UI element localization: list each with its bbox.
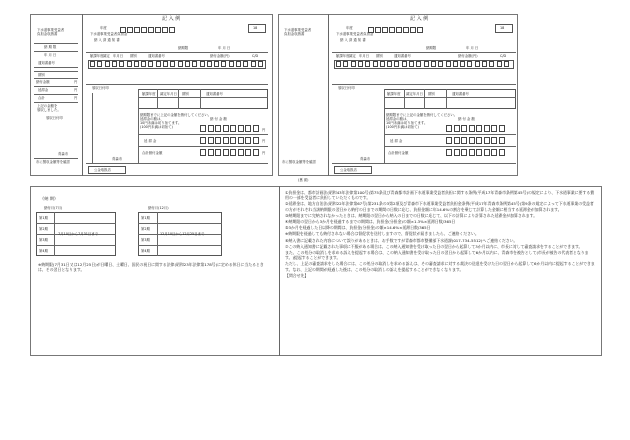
due-label: 納期限 — [178, 46, 189, 50]
stub-line — [34, 71, 78, 72]
col-date-r: 年月日 — [359, 54, 370, 58]
digit-box — [446, 137, 452, 144]
row2-year: 賦課年度 — [142, 92, 156, 96]
digit-box — [141, 61, 146, 67]
digit-box — [461, 137, 467, 144]
col-notice: 通知書番号 — [148, 54, 165, 58]
digit-box — [469, 137, 475, 144]
stub-notice-no: 通知書番号 — [38, 61, 55, 65]
row2-date-r: 調定年月日 — [406, 92, 423, 96]
table-right-row-label: 第3期 — [141, 238, 150, 242]
digit-box — [90, 61, 95, 67]
digit-box — [245, 125, 251, 132]
digit-box — [368, 27, 374, 33]
digit-box — [365, 61, 370, 67]
rule — [404, 89, 405, 109]
digit-box — [504, 61, 509, 67]
digit-box — [215, 125, 221, 132]
digit-box — [380, 61, 385, 67]
digit-box — [499, 125, 505, 132]
digit-box — [208, 137, 214, 144]
digit-box — [491, 149, 497, 156]
digit-box — [215, 149, 221, 156]
rule — [157, 89, 158, 109]
digit-box — [469, 125, 475, 132]
rule — [138, 89, 139, 163]
digit-box — [491, 125, 497, 132]
digit-box — [105, 61, 110, 67]
stub-bank: 青森市 — [58, 152, 69, 156]
row2-notice-r: 通知書番号 — [452, 92, 469, 96]
col-date: 年月日 — [113, 54, 124, 58]
digit-box — [499, 149, 505, 156]
digit-box — [336, 61, 341, 67]
voucher-subtitle: 納 入 済 通 知 書 — [94, 38, 120, 42]
table-left-row-label: 第1期 — [39, 216, 48, 220]
digit-box — [230, 125, 236, 132]
rule — [178, 89, 179, 109]
digit-box — [410, 27, 416, 33]
total-label: 合計納付金額 — [142, 151, 163, 155]
stub-line — [34, 102, 78, 103]
table-right-row-label: 第4期 — [141, 249, 150, 253]
digit-box — [416, 61, 421, 67]
digit-box — [484, 149, 490, 156]
table-left-row-value: 7月10日から7月31日まで — [58, 232, 99, 236]
digit-box — [238, 149, 244, 156]
digit-box — [120, 27, 126, 33]
explanation-paragraph: また、この処分の取消しを求める訴えを提起する場合は、この納入通知書を受け取った日の翌日から起算して6か月以内に、青森市を被告として(市長が被告の代表者となります。)提起することができます。 — [285, 250, 589, 261]
col-tyotei-r: 調定 — [349, 54, 356, 58]
digit-box — [476, 125, 482, 132]
sample-title-right: 記 入 例 — [410, 16, 429, 22]
stub-line — [34, 158, 78, 159]
year-label: 年度 — [100, 26, 107, 30]
row2-year-r: 賦課年度 — [387, 92, 401, 96]
rule — [384, 146, 516, 147]
rule — [36, 223, 116, 224]
rule — [446, 89, 447, 109]
stub-received: 上記の金額を 領収しました。 — [37, 104, 61, 112]
digit-box — [223, 149, 229, 156]
explanation-paragraph: ただし、上記の審査請求をした場合には、この処分の取消しを求める訴えは、その審査請求に対する裁決の送達を受けた日の翌日から起算して6か月以内に提起することができます。なお、上記の期間が経過した後は、この処分の取消しの訴えを提起することができなくなります。 — [285, 261, 595, 272]
stub-receipt-label: 領収日付印 — [46, 116, 63, 120]
col-year-r: 賦課年度 — [336, 54, 350, 58]
digit-box — [223, 137, 229, 144]
digit-box — [178, 61, 183, 67]
stub-line — [34, 43, 78, 44]
voucher-subtitle-right: 納 入 済 通 知 書 — [340, 38, 366, 42]
rule — [200, 89, 201, 109]
digit-box — [230, 137, 236, 144]
explanation-paragraph: ⑤3か月を経過した日以降の期間は、負担金(分担金)の額×14.6%×延滞日数/365日 — [285, 225, 431, 231]
digit-box — [238, 125, 244, 132]
rule — [332, 84, 516, 85]
table-right-row-label: 第1期 — [141, 216, 150, 220]
table-right-header: 納付月(12月) — [148, 206, 169, 210]
digit-box — [469, 149, 475, 156]
due-heading: 《納 期》 — [40, 196, 59, 201]
table-left-row-label: 第3期 — [39, 238, 48, 242]
total-yen: 円 — [262, 151, 266, 155]
digit-box — [373, 61, 378, 67]
stub-org-right: 下水道事業受益者 負担金収納書 — [284, 28, 312, 36]
col-amount-r: 納付金額(円) — [458, 54, 478, 58]
stub-line — [34, 94, 78, 95]
digit-box — [499, 137, 505, 144]
explanation-paragraph: ③納期限までに完納されなかったときは、納期限の翌日から納入の日までの日数に応じて、以下の計算により計算された延滞金が加算されます。 — [285, 212, 538, 218]
payer-label-r: 納 付 金 額 — [458, 117, 475, 121]
receipt-stamp-label: 領収日付印 — [92, 86, 109, 90]
delay-label-r: 延 滞 金 — [390, 139, 403, 143]
digit-box — [230, 149, 236, 156]
rule — [138, 146, 268, 147]
payer-yen: 円 — [262, 128, 266, 132]
digit-box — [482, 61, 487, 67]
table-left-row-label: 第2期 — [39, 227, 48, 231]
bank-footer-r: 青森市 — [360, 157, 371, 161]
stub-divider — [328, 14, 329, 176]
stub-line — [34, 67, 78, 68]
col-period-r: 期別 — [376, 54, 383, 58]
digit-box — [446, 149, 452, 156]
voucher-title: 下水道事業受益者負担金 — [90, 32, 128, 36]
payment-note-r: 納期限までに上記の金額を納付してください。 延滞金の額は、 10円未満は切り捨てます。 (100円未満は切捨て) — [386, 113, 458, 129]
explanation-paragraph: 【問合せ先】 — [285, 272, 309, 278]
digit-box — [389, 27, 395, 33]
stub-footer: 市に徴収金額等を確認 — [36, 160, 70, 164]
total-label-r: 合計納付金額 — [388, 151, 409, 155]
digit-box — [207, 61, 212, 67]
digit-box — [208, 125, 214, 132]
digit-box — [221, 61, 226, 67]
col-cd: C/D — [252, 54, 259, 58]
rule — [86, 52, 268, 53]
digit-box — [351, 61, 356, 67]
due-date-right: 年 月 日 — [466, 46, 479, 50]
digit-box — [438, 61, 443, 67]
table-left-row-label: 第4期 — [39, 249, 48, 253]
digit-box — [253, 125, 259, 132]
digit-box — [484, 125, 490, 132]
digit-box — [215, 137, 221, 144]
code-value: 18 — [253, 26, 258, 30]
digit-box — [156, 61, 161, 67]
stub-row-period: 期別 — [38, 73, 45, 77]
digit-box — [148, 27, 154, 33]
digit-box — [491, 137, 497, 144]
digit-box — [223, 125, 229, 132]
explanation-paragraph: ④納期限の翌日から3か月を経過するまでの期間は、負担金(分担金)の額×1.3%×延滞日数/365日 — [285, 219, 456, 225]
digit-box — [497, 61, 502, 67]
stub-line — [34, 86, 78, 87]
digit-box — [134, 27, 140, 33]
digit-box — [387, 61, 392, 67]
stub-row-amount: 納付金額 — [36, 80, 50, 84]
stub-row-total: 合計 — [38, 96, 45, 100]
row2-period: 期別 — [182, 92, 189, 96]
digit-box — [192, 61, 197, 67]
row2-period-r: 期別 — [428, 92, 435, 96]
stub-yen: 円 — [74, 96, 78, 100]
digit-box — [402, 61, 407, 67]
digit-box — [461, 125, 467, 132]
due-date: 年 月 日 — [218, 46, 231, 50]
digit-box — [155, 27, 161, 33]
bank-footer: 青森市 — [112, 157, 123, 161]
digit-box — [446, 125, 452, 132]
digit-box — [200, 125, 206, 132]
digit-box — [162, 27, 168, 33]
stub-divider — [82, 14, 83, 176]
digit-box — [251, 61, 256, 67]
digit-box — [489, 61, 494, 67]
digit-box — [253, 137, 259, 144]
digit-box — [394, 61, 399, 67]
digit-box — [431, 61, 436, 67]
rule — [332, 163, 516, 164]
payer-label: 納 付 金 額 — [210, 117, 227, 121]
due-note: ※納期限(7月31日又は12月25日)が日曜日、土曜日、国民の祝日に関する法律(昭和23年法律第178号)に定める休日に当たるときは、その翌日となります。 — [38, 262, 264, 273]
digit-box — [200, 149, 206, 156]
digit-box — [163, 61, 168, 67]
explanation-paragraph: ⑥納入書に記載された内容について誤りがあるときは、お手数ですが青森市都市整備部下水道課(017-734-5512)へご連絡ください。 — [285, 237, 518, 243]
row2-date: 調定年月日 — [160, 92, 177, 96]
digit-box — [446, 61, 451, 67]
digit-box — [148, 61, 153, 67]
digit-box — [461, 149, 467, 156]
digit-box — [127, 27, 133, 33]
stub-org: 下水道事業受益者 負担金収納書 — [37, 28, 65, 36]
digit-box — [382, 27, 388, 33]
table-right-row-value: 12月10日から12月25日まで — [160, 232, 205, 236]
digit-box — [484, 137, 490, 144]
digit-box — [229, 61, 234, 67]
digit-box — [396, 27, 402, 33]
stub-due-label: 納 期 限 — [44, 45, 57, 49]
stub-footer-r: 市に徴収金額等を確認 — [282, 160, 316, 164]
digit-box — [208, 149, 214, 156]
digit-box — [424, 61, 429, 67]
digit-box — [200, 61, 205, 67]
col-notice-r: 通知書番号 — [394, 54, 411, 58]
explanation-paragraph: ①負担金は、都市計画法(昭和43年法律第100号)第75条及び青森都市計画下水道事業受益者負担に関する条例(平成17年青森市条例第45号)の規定により、下水道事業に要する費用の一部を受益者に負担していただくものです。 — [285, 190, 595, 201]
digit-box — [453, 61, 458, 67]
digit-box — [475, 61, 480, 67]
explanation-paragraph: ⑦この納入通知書に記載された事項に不服がある場合は、この納入通知書を受け取った日の翌日から起算して3か月以内に、市長に対して審査請求をすることができます。 — [285, 243, 583, 249]
digit-box — [119, 61, 124, 67]
digit-box — [245, 137, 251, 144]
digit-box — [97, 61, 102, 67]
digit-box — [185, 61, 190, 67]
col-year: 賦課年度 — [90, 54, 104, 58]
table-right-row-label: 第2期 — [141, 227, 150, 231]
digit-box — [245, 149, 251, 156]
digit-box — [343, 61, 348, 67]
fold-label: (裏 面) — [298, 178, 309, 182]
col-period: 期別 — [130, 54, 137, 58]
delay-yen: 円 — [262, 139, 266, 143]
digit-box — [358, 61, 363, 67]
row2-notice: 通知書番号 — [206, 92, 223, 96]
digit-box — [476, 149, 482, 156]
rule — [332, 52, 516, 53]
rule — [86, 163, 268, 164]
digit-box — [375, 27, 381, 33]
digit-box — [134, 61, 139, 67]
digit-box — [243, 61, 248, 67]
digit-box — [454, 125, 460, 132]
digit-box — [258, 61, 263, 67]
receipt-stamp-label-r: 領収日付印 — [338, 86, 355, 90]
due-label-right: 納期限 — [426, 46, 437, 50]
rule — [424, 89, 425, 109]
rule — [384, 134, 516, 135]
digit-box — [467, 61, 472, 67]
digit-box — [141, 27, 147, 33]
digit-box — [403, 27, 409, 33]
explanation-paragraph: ②延滞金は、地方自治法(昭和22年法律第67号)第231条の3第2項及び青森市下水道事業受益者負担金条例(平成17年青森市条例第45号)第9条の規定によって下水道事業の受益者の方がそれぞれ当該納期限の翌日から納付の日までの期間の日数に応じ、負担金額に年14.6%の割合を乗じて計算した金額に相当する延滞金が加算されます。 — [285, 201, 594, 212]
stub-line — [34, 51, 78, 52]
voucher-title-right: 下水道事業受益者負担金 — [336, 32, 374, 36]
stub-yen: 円 — [74, 80, 78, 84]
digit-box — [476, 137, 482, 144]
digit-box — [112, 61, 117, 67]
account-label-r: 公金取扱店 — [340, 168, 357, 172]
rule — [384, 89, 385, 163]
digit-box — [238, 137, 244, 144]
stub-line — [34, 78, 78, 79]
digit-box — [454, 149, 460, 156]
explanation-text — [285, 190, 597, 279]
stub-row-delay: 延滞金 — [38, 88, 49, 92]
digit-box — [253, 149, 259, 156]
delay-label: 延 滞 金 — [144, 139, 157, 143]
table-left-header: 納付月(7月) — [44, 206, 63, 210]
digit-box — [127, 61, 132, 67]
col-amount: 納付金額(円) — [210, 54, 230, 58]
col-tyotei: 調定 — [103, 54, 110, 58]
rule — [138, 223, 222, 224]
digit-box — [236, 61, 241, 67]
col-cd-r: C/D — [500, 54, 507, 58]
digit-box — [454, 137, 460, 144]
digit-box — [409, 61, 414, 67]
code-value-right: 18 — [500, 26, 505, 30]
digit-box — [460, 61, 465, 67]
digit-box — [169, 27, 175, 33]
stub-date: 年 月 日 — [44, 53, 57, 57]
digit-box — [214, 61, 219, 67]
payment-note: 納期限までに上記の金額を納付してください。 延滞金の額は、 10円未満は切り捨てます。 (100円未満は切捨て) — [140, 113, 212, 129]
digit-box — [170, 61, 175, 67]
explanation-paragraph: ※納期限を経過しても納付されない場合は督促状を送付しますので、督促状が届きましたら、ご連絡ください。 — [285, 231, 479, 237]
stub-yen: 円 — [74, 88, 78, 92]
digit-box — [417, 27, 423, 33]
digit-box — [200, 137, 206, 144]
sample-title: 記 入 例 — [162, 16, 181, 22]
rule — [138, 245, 222, 246]
rule — [86, 84, 268, 85]
account-label: 公金取扱店 — [94, 168, 111, 172]
rule — [36, 245, 116, 246]
rule — [92, 93, 93, 163]
year-label-right: 年度 — [346, 26, 353, 30]
bottom-divider — [279, 186, 280, 356]
rule — [138, 134, 268, 135]
